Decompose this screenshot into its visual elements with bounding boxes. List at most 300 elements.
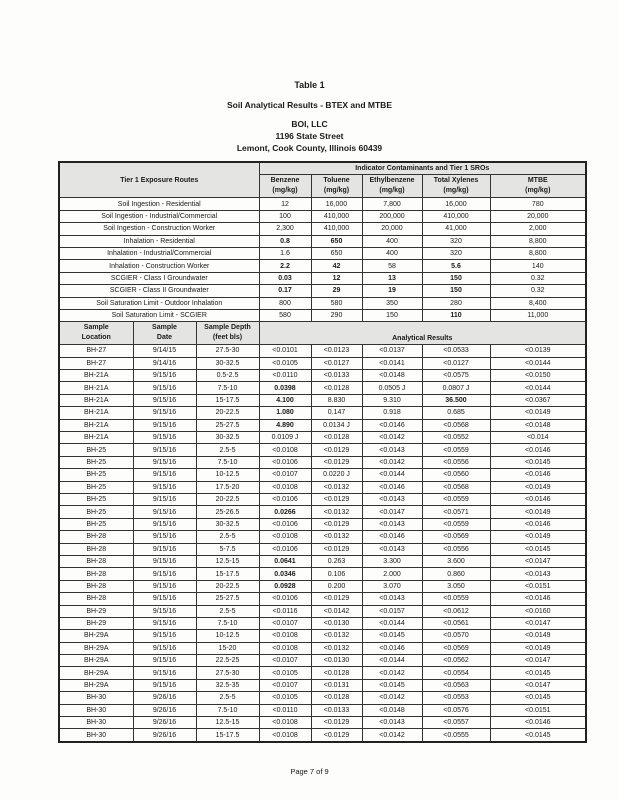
sample-location: BH-29	[59, 605, 133, 617]
sro-value: 2,300	[259, 223, 311, 235]
result-value: <0.0129	[311, 518, 362, 530]
sro-value: 140	[490, 260, 586, 272]
sro-value: 400	[362, 235, 422, 247]
result-value: <0.0143	[362, 593, 422, 605]
sample-location: BH-30	[59, 717, 133, 729]
sample-date: 9/15/16	[133, 593, 196, 605]
result-value: <0.0107	[259, 469, 311, 481]
sample-depth: 15-20	[196, 642, 259, 654]
sro-row	[59, 272, 586, 284]
result-value: <0.0143	[490, 568, 586, 580]
contaminant-column-header: Ethylbenzene (mg/kg)	[362, 175, 422, 198]
sample-location: BH-21A	[59, 394, 133, 406]
sro-value: 150	[422, 285, 490, 297]
result-value: <0.0131	[311, 679, 362, 691]
sample-date: 9/15/16	[133, 679, 196, 691]
result-value: <0.0559	[422, 593, 490, 605]
result-value: <0.0559	[422, 493, 490, 505]
result-row	[59, 493, 586, 505]
sample-location: BH-21A	[59, 407, 133, 419]
result-value: <0.0132	[311, 481, 362, 493]
result-value: <0.0139	[490, 345, 586, 357]
result-value: <0.0556	[422, 456, 490, 468]
result-value: <0.0563	[422, 679, 490, 691]
sample-location: BH-25	[59, 456, 133, 468]
result-row	[59, 531, 586, 543]
result-value: <0.0575	[422, 370, 490, 382]
result-value: <0.0108	[259, 444, 311, 456]
sample-date: 9/15/16	[133, 419, 196, 431]
sample-depth: 7.5-10	[196, 617, 259, 629]
result-value: <0.0132	[311, 642, 362, 654]
table-label: Table 1	[294, 80, 325, 90]
result-value: <0.0146	[490, 469, 586, 481]
result-value: <0.0108	[259, 717, 311, 729]
result-row	[59, 555, 586, 567]
result-value: <0.0116	[259, 605, 311, 617]
result-value: <0.0130	[311, 617, 362, 629]
sample-date: 9/15/16	[133, 642, 196, 654]
result-value: <0.0148	[490, 419, 586, 431]
result-value: <0.0106	[259, 493, 311, 505]
result-value: <0.0146	[490, 593, 586, 605]
result-row	[59, 617, 586, 629]
sample-location: BH-21A	[59, 382, 133, 394]
sample-location: BH-30	[59, 692, 133, 704]
sample-location: BH-28	[59, 580, 133, 592]
result-value: 0.147	[311, 407, 362, 419]
sro-value: 580	[311, 297, 362, 309]
result-value: <0.0146	[362, 642, 422, 654]
result-value: <0.0151	[490, 580, 586, 592]
result-value: <0.0105	[259, 357, 311, 369]
result-value: <0.0561	[422, 617, 490, 629]
result-value: <0.0149	[490, 407, 586, 419]
result-row	[59, 704, 586, 716]
sample-date: 9/15/16	[133, 444, 196, 456]
result-value: <0.0142	[362, 729, 422, 742]
result-value: <0.0129	[311, 593, 362, 605]
sample-location: BH-25	[59, 469, 133, 481]
sample-date: 9/15/16	[133, 518, 196, 530]
result-value: <0.0106	[259, 456, 311, 468]
result-value: 0.0398	[259, 382, 311, 394]
address-city: Lemont, Cook County, Illinois 60439	[236, 143, 383, 153]
result-row	[59, 543, 586, 555]
sample-location: BH-28	[59, 568, 133, 580]
result-value: 0.860	[422, 568, 490, 580]
sro-value: 20,000	[362, 223, 422, 235]
result-value: <0.0145	[362, 679, 422, 691]
sro-value: 16,000	[311, 198, 362, 210]
sro-value: 0.8	[259, 235, 311, 247]
result-value: 0.106	[311, 568, 362, 580]
result-value: <0.0570	[422, 630, 490, 642]
result-value: <0.0612	[422, 605, 490, 617]
result-value: <0.0142	[362, 692, 422, 704]
result-value: <0.0556	[422, 543, 490, 555]
result-value: <0.0142	[362, 432, 422, 444]
result-row	[59, 655, 586, 667]
sample-location: BH-29A	[59, 667, 133, 679]
result-value: <0.0132	[311, 531, 362, 543]
sample-date: 9/15/16	[133, 531, 196, 543]
result-value: <0.0128	[311, 692, 362, 704]
result-row	[59, 593, 586, 605]
result-value: 1.080	[259, 407, 311, 419]
result-value: <0.0150	[490, 370, 586, 382]
result-value: <0.0149	[490, 642, 586, 654]
sample-date: 9/15/16	[133, 543, 196, 555]
sample-location: BH-29A	[59, 630, 133, 642]
location-header: Sample Location	[59, 322, 133, 345]
sample-depth: 12.5-15	[196, 717, 259, 729]
sample-depth: 32.5-35	[196, 679, 259, 691]
result-value: <0.0148	[362, 370, 422, 382]
result-value: <0.0146	[362, 531, 422, 543]
result-value: <0.0562	[422, 655, 490, 667]
result-value: 4.890	[259, 419, 311, 431]
result-value: 0.918	[362, 407, 422, 419]
exposure-route: SCGIER - Class II Groundwater	[59, 285, 259, 297]
result-value: <0.0151	[490, 704, 586, 716]
sample-location: BH-28	[59, 555, 133, 567]
sample-date: 9/15/16	[133, 580, 196, 592]
sro-row	[59, 260, 586, 272]
result-value: <0.0142	[311, 605, 362, 617]
sro-value: 290	[311, 309, 362, 321]
result-value: <0.0127	[422, 357, 490, 369]
result-value: <0.0553	[422, 692, 490, 704]
result-row	[59, 357, 586, 369]
sample-depth: 2.5-5	[196, 444, 259, 456]
sample-depth: 25-27.5	[196, 419, 259, 431]
sro-value: 58	[362, 260, 422, 272]
sro-value: 410,000	[311, 223, 362, 235]
sro-value: 29	[311, 285, 362, 297]
sample-depth: 17.5-20	[196, 481, 259, 493]
result-value: <0.0129	[311, 444, 362, 456]
sro-row	[59, 285, 586, 297]
sample-depth: 0.5-2.5	[196, 370, 259, 382]
sample-location: BH-29	[59, 617, 133, 629]
result-value: <0.0143	[362, 493, 422, 505]
result-value: <0.0127	[311, 357, 362, 369]
date-header: Sample Date	[133, 322, 196, 345]
result-value: <0.0129	[311, 493, 362, 505]
sample-location: BH-28	[59, 543, 133, 555]
result-value: <0.0557	[422, 717, 490, 729]
result-value: <0.0110	[259, 704, 311, 716]
result-value: <0.0129	[311, 729, 362, 742]
result-value: <0.0552	[422, 432, 490, 444]
result-value: <0.0108	[259, 630, 311, 642]
sample-location: BH-30	[59, 729, 133, 742]
sro-value: 12	[259, 198, 311, 210]
sample-location: BH-21A	[59, 370, 133, 382]
result-row	[59, 667, 586, 679]
result-value: <0.0147	[490, 679, 586, 691]
sample-date: 9/14/16	[133, 357, 196, 369]
result-value: <0.0145	[490, 543, 586, 555]
sample-date: 9/15/16	[133, 394, 196, 406]
result-row	[59, 394, 586, 406]
sample-date: 9/15/16	[133, 555, 196, 567]
result-row	[59, 370, 586, 382]
result-value: <0.0144	[490, 357, 586, 369]
result-value: 3.050	[422, 580, 490, 592]
sro-value: 8,400	[490, 297, 586, 309]
sro-row	[59, 210, 586, 222]
sample-depth: 10-12.5	[196, 469, 259, 481]
sample-date: 9/15/16	[133, 432, 196, 444]
sro-value: 1.6	[259, 247, 311, 259]
sample-location: BH-28	[59, 531, 133, 543]
result-value: 0.0109 J	[259, 432, 311, 444]
sample-depth: 22.5-25	[196, 655, 259, 667]
result-value: <0.0106	[259, 518, 311, 530]
sample-depth: 7.5-10	[196, 382, 259, 394]
result-value: <0.0555	[422, 729, 490, 742]
result-value: 36.500	[422, 394, 490, 406]
result-value: <0.0108	[259, 531, 311, 543]
result-value: <0.0141	[362, 357, 422, 369]
result-value: <0.0146	[490, 717, 586, 729]
result-value: <0.0110	[259, 370, 311, 382]
sro-row	[59, 223, 586, 235]
sro-value: 0.32	[490, 272, 586, 284]
result-value: <0.0144	[362, 655, 422, 667]
result-value: <0.0149	[490, 630, 586, 642]
sro-value: 150	[362, 309, 422, 321]
result-value: <0.0569	[422, 531, 490, 543]
result-value: <0.0133	[311, 704, 362, 716]
sample-date: 9/15/16	[133, 655, 196, 667]
sample-date: 9/15/16	[133, 382, 196, 394]
sro-value: 0.32	[490, 285, 586, 297]
sample-date: 9/26/16	[133, 729, 196, 742]
sample-depth: 20-22.5	[196, 407, 259, 419]
contaminant-column-header: Total Xylenes (mg/kg)	[422, 175, 490, 198]
result-row	[59, 717, 586, 729]
result-value: <0.0108	[259, 481, 311, 493]
contaminant-column-header: Toluene (mg/kg)	[311, 175, 362, 198]
result-value: <0.0101	[259, 345, 311, 357]
result-value: <0.0157	[362, 605, 422, 617]
sample-date: 9/26/16	[133, 704, 196, 716]
sro-value: 8,800	[490, 247, 586, 259]
result-value: <0.0107	[259, 655, 311, 667]
result-row	[59, 419, 586, 431]
result-value: <0.0133	[311, 370, 362, 382]
sro-value: 650	[311, 235, 362, 247]
result-row	[59, 679, 586, 691]
exposure-route: Inhalation - Industrial/Commercial	[59, 247, 259, 259]
result-value: <0.0144	[490, 382, 586, 394]
sample-depth: 25-27.5	[196, 593, 259, 605]
result-value: <0.0128	[311, 432, 362, 444]
sample-location: BH-25	[59, 493, 133, 505]
exposure-route: Soil Saturation Limit - SCGIER	[59, 309, 259, 321]
result-value: <0.0137	[362, 345, 422, 357]
sample-location: BH-25	[59, 506, 133, 518]
sro-value: 410,000	[422, 210, 490, 222]
sro-value: 580	[259, 309, 311, 321]
sample-depth: 7.5-10	[196, 704, 259, 716]
result-value: <0.0146	[362, 481, 422, 493]
result-value: <0.0107	[259, 617, 311, 629]
exposure-route: Soil Ingestion - Industrial/Commercial	[59, 210, 259, 222]
sro-value: 800	[259, 297, 311, 309]
result-value: 3.300	[362, 555, 422, 567]
sro-value: 400	[362, 247, 422, 259]
result-value: <0.0106	[259, 543, 311, 555]
result-value: <0.0146	[490, 518, 586, 530]
sro-group-header-row	[59, 162, 586, 175]
result-row	[59, 692, 586, 704]
sample-depth: 25-26.5	[196, 506, 259, 518]
result-value: <0.0143	[362, 543, 422, 555]
result-row	[59, 642, 586, 654]
result-value: <0.0146	[490, 493, 586, 505]
sample-location: BH-29A	[59, 679, 133, 691]
result-value: <0.0533	[422, 345, 490, 357]
page-number: Page 7 of 9	[290, 767, 329, 776]
exposure-route: Soil Saturation Limit - Outdoor Inhalation	[59, 297, 259, 309]
sro-value: 650	[311, 247, 362, 259]
sample-depth: 30-32.5	[196, 432, 259, 444]
result-value: 0.0134 J	[311, 419, 362, 431]
sample-date: 9/15/16	[133, 370, 196, 382]
result-value: <0.0129	[311, 456, 362, 468]
result-row	[59, 456, 586, 468]
sample-date: 9/15/16	[133, 667, 196, 679]
sample-depth: 5-7.5	[196, 543, 259, 555]
sro-value: 780	[490, 198, 586, 210]
result-value: <0.0107	[259, 679, 311, 691]
sample-date: 9/15/16	[133, 568, 196, 580]
sro-value: 41,000	[422, 223, 490, 235]
result-value: 3.600	[422, 555, 490, 567]
result-value: <0.0559	[422, 444, 490, 456]
sro-row	[59, 247, 586, 259]
result-value: <0.0145	[490, 692, 586, 704]
address-street: 1196 State Street	[275, 131, 344, 141]
sro-value: 150	[422, 272, 490, 284]
result-value: <0.0129	[311, 543, 362, 555]
result-value: <0.0148	[362, 704, 422, 716]
result-row	[59, 481, 586, 493]
sample-depth: 10-12.5	[196, 630, 259, 642]
sample-location: BH-29A	[59, 655, 133, 667]
result-value: 0.0807 J	[422, 382, 490, 394]
result-value: <0.0145	[490, 729, 586, 742]
sro-value: 100	[259, 210, 311, 222]
sample-depth: 27.5-30	[196, 667, 259, 679]
sample-depth: 15-17.5	[196, 394, 259, 406]
result-value: <0.0105	[259, 692, 311, 704]
results-header-row	[59, 322, 586, 345]
sample-depth: 20-22.5	[196, 493, 259, 505]
sample-location: BH-21A	[59, 432, 133, 444]
sample-date: 9/15/16	[133, 469, 196, 481]
sample-location: BH-25	[59, 444, 133, 456]
result-value: 0.0346	[259, 568, 311, 580]
result-value: <0.0130	[311, 655, 362, 667]
sro-value: 200,000	[362, 210, 422, 222]
company-name: BOI, LLC	[291, 119, 328, 129]
result-value: 0.0641	[259, 555, 311, 567]
result-value: <0.0146	[490, 444, 586, 456]
result-value: <0.0149	[490, 506, 586, 518]
result-value: 4.100	[259, 394, 311, 406]
result-row	[59, 469, 586, 481]
result-value: 3.070	[362, 580, 422, 592]
result-value: <0.0144	[362, 469, 422, 481]
result-row	[59, 506, 586, 518]
result-value: 0.685	[422, 407, 490, 419]
sample-depth: 2.5-5	[196, 605, 259, 617]
exposure-route: SCGIER - Class I Groundwater	[59, 272, 259, 284]
sample-depth: 7.5-10	[196, 456, 259, 468]
sro-value: 350	[362, 297, 422, 309]
result-value: <0.0576	[422, 704, 490, 716]
sample-date: 9/15/16	[133, 481, 196, 493]
table-title: Soil Analytical Results - BTEX and MTBE	[227, 100, 392, 110]
result-value: <0.0568	[422, 481, 490, 493]
result-row	[59, 518, 586, 530]
sro-value: 110	[422, 309, 490, 321]
result-value: <0.0147	[490, 555, 586, 567]
result-value: 9.310	[362, 394, 422, 406]
analytical-results-header: Analytical Results	[259, 322, 586, 345]
sample-date: 9/15/16	[133, 605, 196, 617]
result-value: <0.0128	[311, 667, 362, 679]
sample-date: 9/15/16	[133, 456, 196, 468]
result-value: <0.0143	[362, 444, 422, 456]
sro-value: 12	[311, 272, 362, 284]
contaminant-column-header: Benzene (mg/kg)	[259, 175, 311, 198]
sample-depth: 2.5-5	[196, 692, 259, 704]
exposure-route: Inhalation - Construction Worker	[59, 260, 259, 272]
sro-value: 320	[422, 247, 490, 259]
result-value: <0.0143	[362, 518, 422, 530]
result-value: 0.0220 J	[311, 469, 362, 481]
sro-row	[59, 198, 586, 210]
result-value: <0.0142	[362, 456, 422, 468]
sample-location: BH-21A	[59, 419, 133, 431]
result-value: <0.0145	[362, 630, 422, 642]
result-value: <0.0145	[490, 667, 586, 679]
site-info	[0, 118, 619, 154]
result-row	[59, 407, 586, 419]
result-row	[59, 729, 586, 742]
result-row	[59, 605, 586, 617]
exposure-route: Soil Ingestion - Residential	[59, 198, 259, 210]
result-value: <0.0106	[259, 593, 311, 605]
sample-location: BH-25	[59, 481, 133, 493]
sro-value: 20,000	[490, 210, 586, 222]
sample-date: 9/26/16	[133, 717, 196, 729]
sample-date: 9/15/16	[133, 493, 196, 505]
contaminant-group-header: Indicator Contaminants and Tier 1 SROs	[259, 162, 586, 175]
result-row	[59, 568, 586, 580]
result-value: <0.0123	[311, 345, 362, 357]
sro-row	[59, 235, 586, 247]
result-value: 8.830	[311, 394, 362, 406]
sro-value: 8,800	[490, 235, 586, 247]
result-value: <0.0160	[490, 605, 586, 617]
